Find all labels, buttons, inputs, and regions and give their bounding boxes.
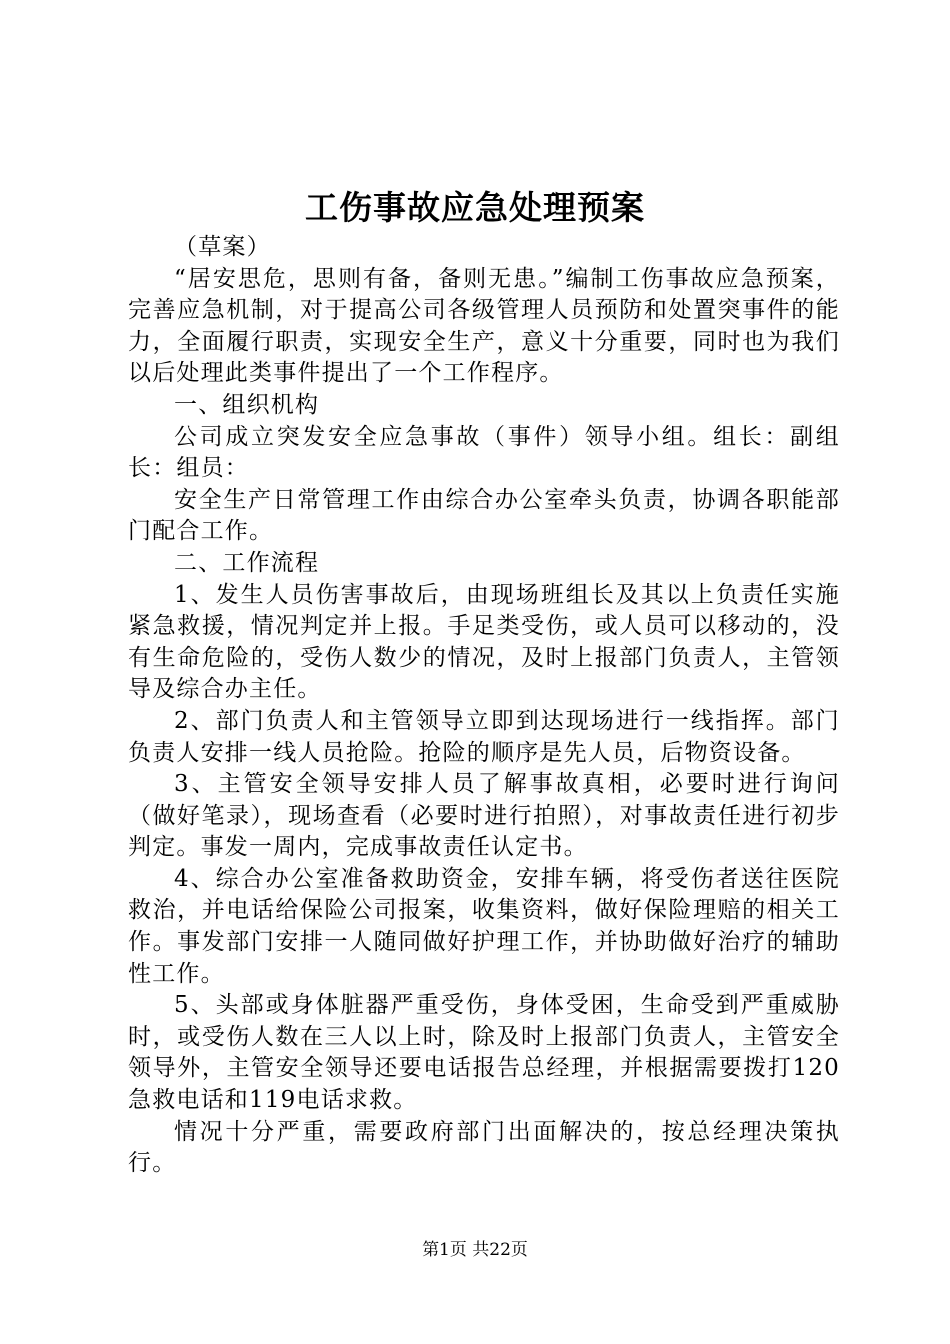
- document-body: [128, 232, 840, 1180]
- section-heading-workflow: 二、工作流程: [174, 549, 320, 576]
- paragraph-step-2: 2、部门负责人和主管领导立即到达现场进行一线指挥。部门负责人安排一线人员抢险。抢险的顺序是先人员，后物资设备。: [128, 707, 840, 766]
- paragraph-severe-case: 情况十分严重，需要政府部门出面解决的，按总经理决策执行。: [128, 1118, 840, 1177]
- paragraph-step-5: 5、头部或身体脏器严重受伤，身体受困，生命受到严重威胁时，或受伤人数在三人以上时，除及时上报部门负责人，主管安全领导外，主管安全领导还要电话报告总经理，并根据需要拨打120急救电话和119电话求救。: [128, 992, 840, 1114]
- page-number-footer: 第1页 共22页: [422, 1240, 528, 1260]
- paragraph-step-1: 1、发生人员伤害事故后，由现场班组长及其以上负责任实施紧急救援，情况判定并上报。手足类受伤，或人员可以移动的，没有生命危险的，受伤人数少的情况，及时上报部门负责人，主管领导及综合办主任。: [128, 581, 840, 703]
- paragraph-draft-label: （草案）: [174, 234, 271, 260]
- paragraph-step-3: 3、主管安全领导安排人员了解事故真相，必要时进行询问（做好笔录），现场查看（必要时进行拍照），对事故责任进行初步判定。事发一周内，完成事故责任认定书。: [128, 771, 840, 861]
- paragraph-daily-management: 安全生产日常管理工作由综合办公室牵头负责，协调各职能部门配合工作。: [128, 486, 840, 545]
- paragraph-intro: “居安思危，思则有备，备则无患。”编制工伤事故应急预案，完善应急机制，对于提高公司各级管理人员预防和处置突事件的能力，全面履行职责，实现安全生产，意义十分重要，同时也为我们以后处理此类事件提出了一个工作程序。: [128, 265, 840, 387]
- section-heading-organization: 一、组织机构: [174, 391, 320, 418]
- document-title: 工伤事故应急处理预案: [305, 188, 645, 227]
- paragraph-leadership-group: 公司成立突发安全应急事故（事件）领导小组。组长：副组长：组员：: [128, 423, 840, 482]
- paragraph-step-4: 4、综合办公室准备救助资金，安排车辆，将受伤者送往医院救治，并电话给保险公司报案，收集资料，做好保险理赔的相关工作。事发部门安排一人随同做好护理工作，并协助做好治疗的辅助性工作。: [128, 865, 840, 987]
